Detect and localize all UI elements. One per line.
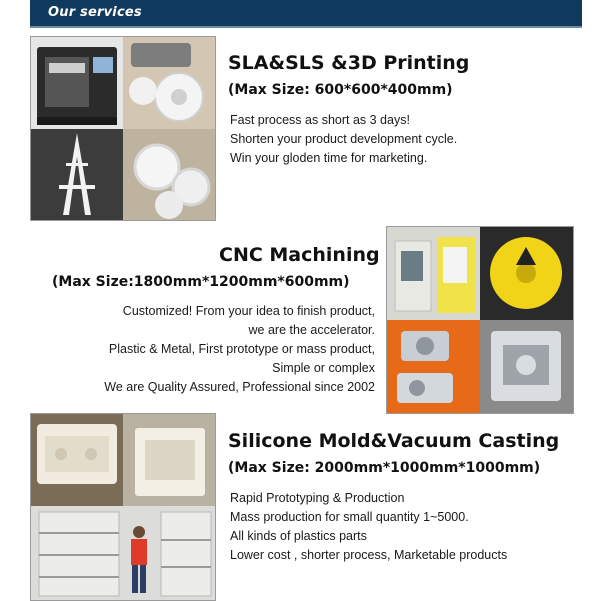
description-line: Win your gloden time for marketing. bbox=[230, 151, 428, 165]
description-line: Plastic & Metal, First prototype or mass product, bbox=[108, 342, 375, 356]
description-line: Shorten your product development cycle. bbox=[230, 132, 458, 146]
cnc-machining-photo-collage bbox=[386, 226, 574, 414]
service-title-3d-printing: SLA&SLS &3D Printing bbox=[228, 52, 470, 74]
section-header-bar bbox=[30, 0, 582, 28]
service-title-vacuum-casting: Silicone Mold&Vacuum Casting bbox=[228, 430, 560, 452]
description-line: Customized! From your idea to finish product, bbox=[122, 304, 375, 318]
header-title: Our services bbox=[48, 5, 142, 20]
description-line: Simple or complex bbox=[272, 361, 375, 375]
service-subtitle-3d-printing: (Max Size: 600*600*400mm) bbox=[228, 82, 453, 98]
description-line: Lower cost , shorter process, Marketable products bbox=[230, 548, 508, 562]
3d-printing-photo-collage bbox=[30, 36, 216, 221]
service-subtitle-vacuum-casting: (Max Size: 2000mm*1000mm*1000mm) bbox=[228, 460, 541, 476]
service-description-vacuum-casting bbox=[230, 489, 507, 565]
service-description-3d-printing bbox=[230, 111, 457, 168]
vacuum-casting-photo-collage bbox=[30, 413, 216, 601]
description-line: Fast process as short as 3 days! bbox=[230, 113, 410, 127]
description-line: Rapid Prototyping & Production bbox=[230, 491, 405, 505]
service-description-cnc-machining bbox=[104, 302, 375, 397]
service-title-cnc-machining: CNC Machining bbox=[219, 244, 380, 266]
service-subtitle-cnc-machining: (Max Size:1800mm*1200mm*600mm) bbox=[52, 274, 350, 290]
description-line: Mass production for small quantity 1~5000. bbox=[230, 510, 469, 524]
description-line: We are Quality Assured, Professional since 2002 bbox=[104, 380, 375, 394]
description-line: All kinds of plastics parts bbox=[230, 529, 367, 543]
description-line: we are the accelerator. bbox=[248, 323, 375, 337]
